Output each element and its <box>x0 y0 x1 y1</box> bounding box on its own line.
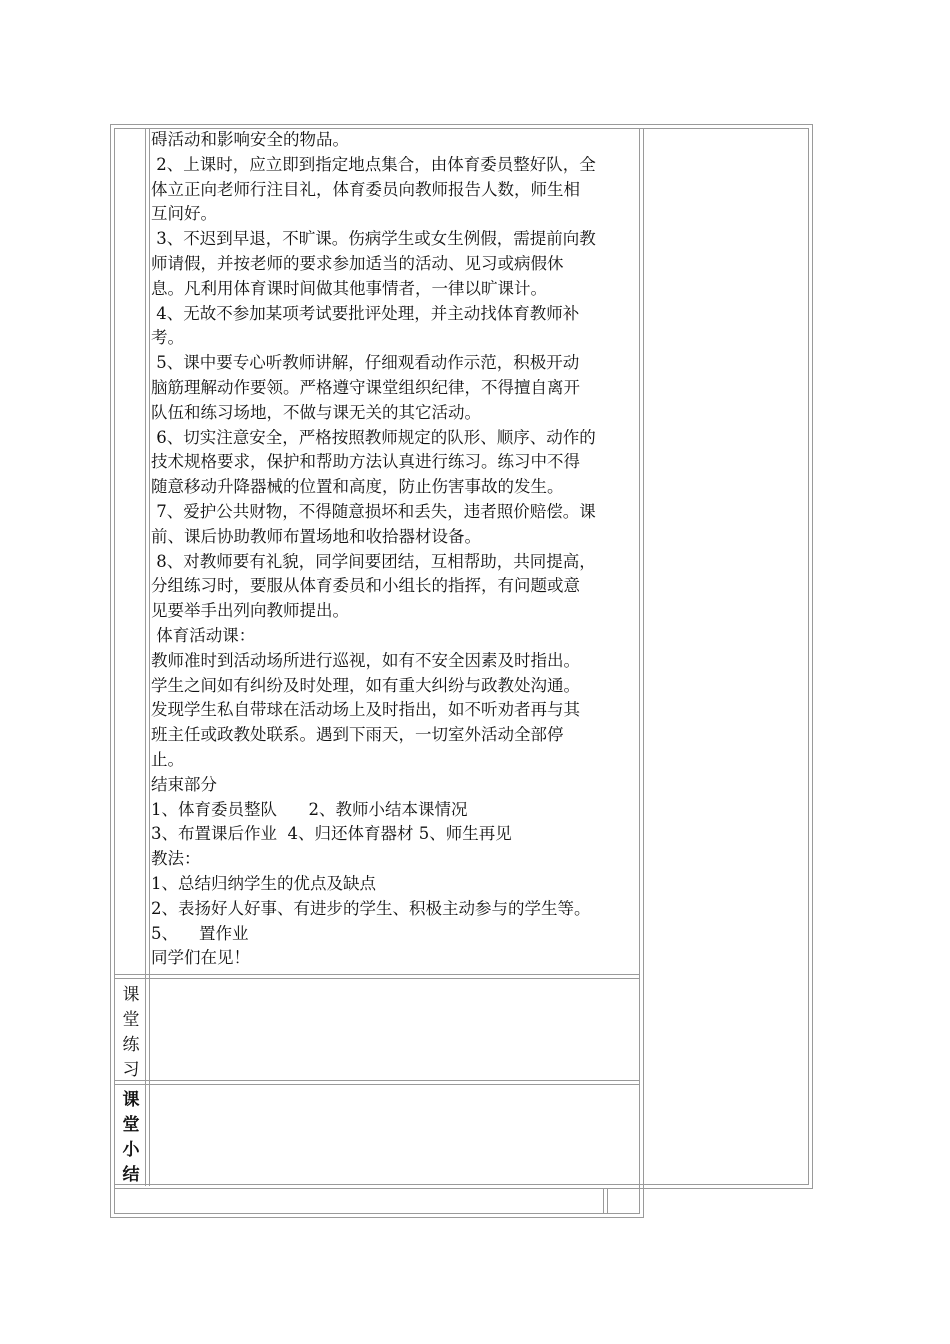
table-border-right-inner <box>808 128 809 1184</box>
row-sep-3b <box>114 1188 813 1189</box>
bottom-cell-sep <box>603 1188 604 1214</box>
body-line: 4、无故不参加某项考试要批评处理，并主动找体育教师补 <box>151 303 580 323</box>
body-line: 体立正向老师行注目礼，体育委员向教师报告人数，师生相 <box>151 179 580 199</box>
body-line: 2、上课时，应立即到指定地点集合，由体育委员整好队，全 <box>151 154 596 174</box>
body-line: 5、课中要专心听教师讲解，仔细观看动作示范，积极开动 <box>151 353 580 373</box>
body-line: 分组练习时，要服从体育委员和小组长的指挥，有问题或意 <box>151 576 580 596</box>
row-sep-1 <box>114 974 640 975</box>
body-line: 1、总结归纳学生的优点及缺点 <box>151 873 376 893</box>
body-line: 结束部分 <box>151 774 217 794</box>
table-border-left <box>110 124 111 1218</box>
body-line: 随意移动升降器械的位置和高度，防止伤害事故的发生。 <box>151 477 564 497</box>
col-sep-label <box>145 128 146 1186</box>
row-label-summary-char: 课 <box>122 1090 140 1110</box>
row-label-practice <box>119 983 143 1083</box>
row-sep-2 <box>114 1080 640 1081</box>
body-line: 技术规格要求，保护和帮助方法认真进行练习。练习中不得 <box>151 452 580 472</box>
row-label-practice-char: 堂 <box>122 1010 140 1030</box>
row-label-practice-char: 课 <box>122 985 140 1005</box>
body-line: 班主任或政教处联系。遇到下雨天，一切室外活动全部停 <box>151 725 564 745</box>
body-line: 教师准时到活动场所进行巡视，如有不安全因素及时指出。 <box>151 650 580 670</box>
row-label-summary-char: 堂 <box>122 1115 140 1135</box>
body-line: 发现学生私自带球在活动场上及时指出，如不听劝者再与其 <box>151 700 580 720</box>
body-line: 止。 <box>151 749 184 769</box>
body-line: 3、布置课后作业 4、归还体育器材 5、师生再见 <box>151 824 512 844</box>
body-line: 5、 置作业 <box>151 923 249 943</box>
body-line: 6、切实注意安全，严格按照教师规定的队形、顺序、动作的 <box>151 427 596 447</box>
body-line: 见要举手出列向教师提出。 <box>151 601 349 621</box>
table-border-right <box>812 124 813 1188</box>
body-line: 学生之间如有纠纷及时处理，如有重大纠纷与政教处沟通。 <box>151 675 580 695</box>
table-border-left-inner <box>114 128 115 1214</box>
body-line: 同学们在见！ <box>151 948 250 968</box>
body-line: 7、爱护公共财物，不得随意损坏和丢失，违者照价赔偿。课 <box>151 501 596 521</box>
lesson-body-text <box>151 128 643 971</box>
body-line: 互问好。 <box>151 204 217 224</box>
body-line: 队伍和练习场地，不做与课无关的其它活动。 <box>151 402 481 422</box>
row-label-summary-char: 小 <box>122 1140 140 1160</box>
body-line: 考。 <box>151 328 184 348</box>
row-sep-1b <box>114 978 640 979</box>
body-line: 教法： <box>151 849 201 869</box>
body-line: 息。凡利用体育课时间做其他事情者，一律以旷课计。 <box>151 278 547 298</box>
table-border-top <box>110 124 813 125</box>
row-sep-2b <box>114 1084 640 1085</box>
col-sep-label-2 <box>149 128 150 1186</box>
body-line: 2、表扬好人好事、有进步的学生、积极主动参与的学生等。 <box>151 898 591 918</box>
body-line: 体育活动课： <box>151 625 256 645</box>
bottom-border <box>114 1213 640 1214</box>
col-sep-content-2 <box>643 128 644 1218</box>
row-label-summary-char: 结 <box>122 1165 140 1185</box>
row-label-practice-char: 习 <box>122 1060 140 1080</box>
body-line: 碍活动和影响安全的物品。 <box>151 130 349 149</box>
body-line: 8、对教师要有礼貌，同学间要团结，互相帮助，共同提高， <box>151 551 596 571</box>
body-line: 3、不迟到早退，不旷课。伤病学生或女生例假，需提前向教 <box>151 229 596 249</box>
row-label-practice-char: 练 <box>122 1035 140 1055</box>
body-line: 脑筋理解动作要领。严格遵守课堂组织纪律，不得擅自离开 <box>151 377 580 397</box>
row-sep-3 <box>114 1184 809 1185</box>
body-line: 前、课后协助教师布置场地和收拾器材设备。 <box>151 526 481 546</box>
body-line: 1、体育委员整队 2、教师小结本课情况 <box>151 799 468 819</box>
body-line: 师请假，并按老师的要求参加适当的活动、见习或病假休 <box>151 253 564 273</box>
bottom-cell-sep-2 <box>607 1188 608 1214</box>
row-label-summary <box>119 1088 143 1188</box>
bottom-border-outer <box>110 1217 644 1218</box>
